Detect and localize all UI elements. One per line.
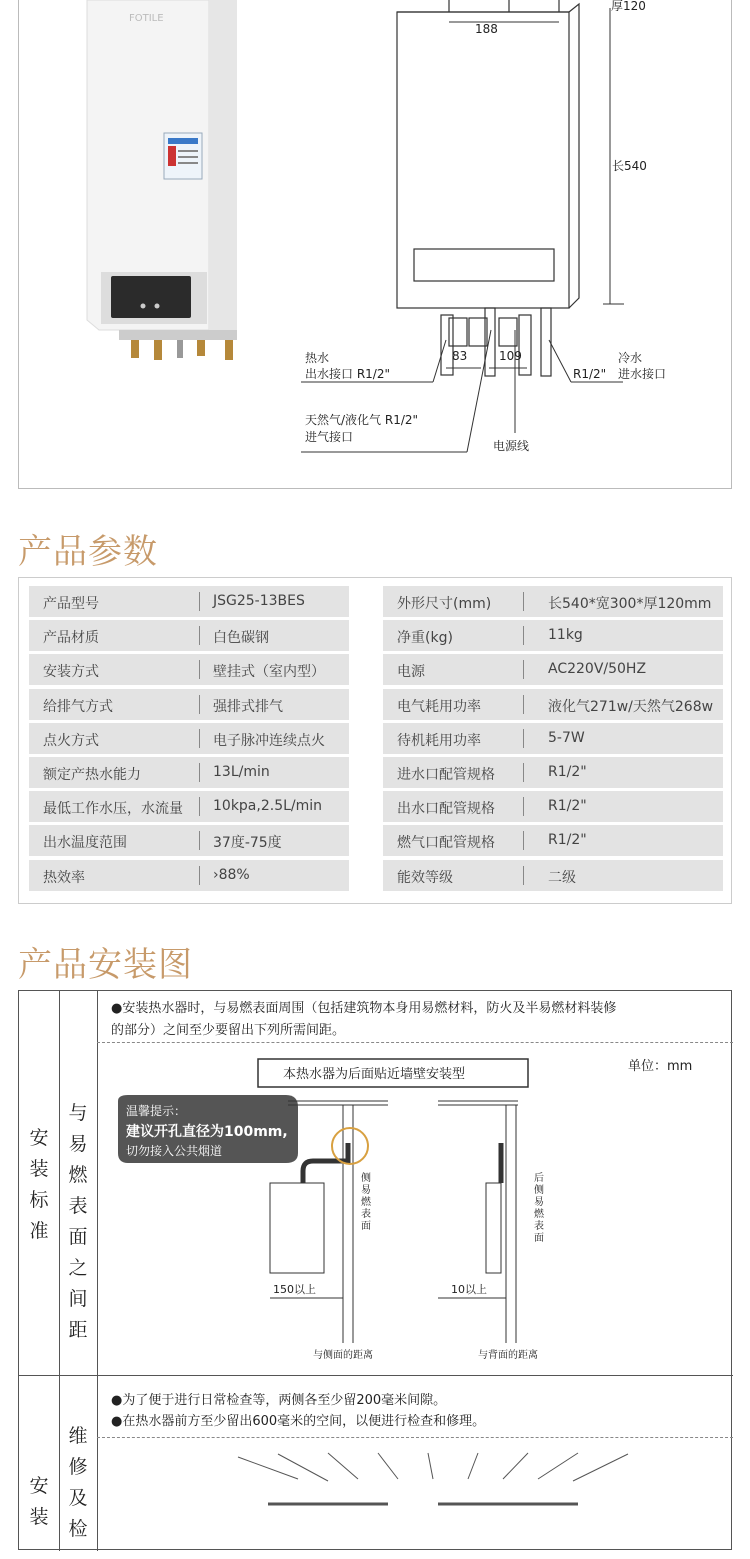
vertical-char: 间 [68, 1288, 88, 1310]
row-divider [199, 695, 200, 714]
vertical-char: 装 [29, 1506, 49, 1528]
param-right-value: R1/2" [548, 798, 587, 815]
dim-right-spacing: 109 [499, 349, 522, 363]
param-right-value: 11kg [548, 627, 583, 644]
gas-port: 进气接口 [305, 430, 354, 444]
side-caption: 与侧面的距离 [313, 1350, 373, 1361]
row-divider [523, 797, 524, 816]
row-divider [523, 660, 524, 679]
maintenance-label [59, 1421, 97, 1545]
row-divider [523, 729, 524, 748]
param-left-value: JSG25-13BES [213, 593, 305, 609]
param-right-row [383, 620, 723, 651]
param-left-value: 10kpa,2.5L/min [213, 798, 323, 815]
section-title-params: 产品参数 [18, 532, 158, 572]
tip-title: 温馨提示： [126, 1104, 187, 1118]
param-right-row [383, 757, 723, 788]
param-left-row [29, 723, 349, 754]
param-left-row [29, 689, 349, 720]
param-right-value: R1/2" [548, 764, 587, 780]
param-right-key: 出水口配管规格 [397, 801, 495, 818]
param-left-value: 强排式排气 [213, 698, 283, 715]
back-gap: 10以上 [451, 1283, 487, 1296]
param-left-row [29, 620, 349, 651]
param-right-key: 待机耗用功率 [397, 732, 481, 749]
param-left-key: 给排气方式 [43, 698, 113, 715]
row-divider [523, 626, 524, 645]
row-divider [199, 763, 200, 782]
dim-depth: 厚120 [611, 0, 646, 13]
cold-water-port: 进水接口 [618, 367, 667, 381]
param-right-row [383, 825, 723, 856]
param-left-row [29, 860, 349, 891]
vertical-char: 之 [68, 1257, 88, 1279]
side-surface-v3: 燃 [361, 1197, 371, 1208]
side-surface-v2: 易 [361, 1185, 371, 1196]
hot-water-port: 出水接口 R1/2" [305, 367, 390, 381]
note-maintenance-line1: ●为了便于进行日常检查等，两侧各至少留200毫米间隙。 [111, 1393, 447, 1408]
param-right-row [383, 654, 723, 685]
param-right-row [383, 860, 723, 891]
back-surface-v2: 侧 [534, 1185, 544, 1196]
back-caption: 与背面的距离 [478, 1350, 538, 1361]
param-right-row [383, 723, 723, 754]
param-right-value: 二级 [548, 869, 576, 886]
note-maintenance-line2: ●在热水器前方至少留出600毫米的空间，以便进行检查和修理。 [111, 1414, 486, 1429]
param-right-key: 外形尺寸(mm) [397, 596, 492, 612]
heater-line-drawing [397, 0, 579, 376]
param-left-value: 白色碳钢 [213, 630, 269, 647]
param-left-key: 点火方式 [43, 732, 99, 749]
heater-photo [87, 0, 237, 360]
install-diagram [98, 1043, 734, 1375]
param-left-row [29, 654, 349, 685]
back-surface-v5: 表 [534, 1221, 544, 1232]
back-surface-v4: 燃 [534, 1209, 544, 1220]
vertical-char: 准 [29, 1220, 49, 1242]
box-title: 本热水器为后面贴近墙壁安装型 [283, 1067, 466, 1082]
install-table [18, 990, 732, 1550]
param-left-value: ›88% [213, 866, 250, 883]
install-standard-label [19, 1123, 59, 1247]
vertical-char: 检 [68, 1518, 88, 1540]
row-divider [523, 592, 524, 611]
vertical-char: 及 [68, 1487, 88, 1509]
row-divider [199, 866, 200, 885]
row-divider [523, 763, 524, 782]
param-right-value: 长540*宽300*厚120mm [548, 596, 712, 612]
param-right-value: R1/2" [548, 832, 587, 849]
back-install-drawing [438, 1101, 518, 1343]
flammable-distance-label [59, 1098, 97, 1346]
vertical-char: 与 [68, 1102, 88, 1124]
param-right-value: 5-7W [548, 729, 585, 746]
note-clearance-line1: ●安装热水器时，与易燃表面周围（包括建筑物本身用易燃材料，防火及半易燃材料装修 [111, 1001, 617, 1016]
row-divider [199, 797, 200, 816]
vertical-char: 易 [68, 1133, 88, 1155]
param-left-value: 电子脉冲连续点火 [213, 732, 325, 749]
param-left-key: 热效率 [43, 869, 85, 886]
param-right-key: 进水口配管规格 [397, 767, 495, 783]
param-right-key: 能效等级 [397, 869, 453, 886]
param-left-value: 37度-75度 [213, 835, 282, 852]
row-divider [199, 729, 200, 748]
param-left-row [29, 757, 349, 788]
back-surface-v3: 易 [534, 1197, 544, 1208]
param-left-key: 最低工作水压，水流量 [43, 801, 183, 818]
row-divider [199, 626, 200, 645]
side-surface-v1: 侧 [361, 1173, 371, 1184]
dim-height: 长540 [612, 159, 647, 173]
vertical-char: 燃 [68, 1164, 88, 1186]
side-surface-v5: 面 [361, 1221, 371, 1232]
gas-label: 天然气/液化气 R1/2" [305, 413, 419, 427]
param-right-value: AC220V/50HZ [548, 661, 647, 678]
vertical-char: 修 [68, 1456, 88, 1478]
params-table [18, 577, 732, 904]
install-standard-label-2 [19, 1471, 59, 1533]
tip-line1: 建议开孔直径为100mm, [126, 1124, 288, 1140]
vertical-char: 安 [29, 1127, 49, 1149]
param-left-value: 壁挂式（室内型） [213, 664, 325, 681]
row-divider [523, 695, 524, 714]
vertical-char: 安 [29, 1475, 49, 1497]
param-left-row [29, 825, 349, 856]
dimension-drawing-panel [18, 0, 732, 489]
vertical-char: 标 [29, 1189, 49, 1211]
row-divider [523, 866, 524, 885]
side-surface-v4: 表 [361, 1209, 371, 1220]
param-left-key: 出水温度范围 [43, 835, 127, 852]
param-left-key: 产品材质 [43, 630, 99, 647]
tip-line2: 切勿接入公共烟道 [126, 1144, 223, 1158]
param-right-value: 液化气271w/天然气268w [548, 698, 714, 715]
param-left-value: 13L/min [213, 764, 270, 780]
param-left-row [29, 586, 349, 617]
dim-left-spacing: 83 [452, 349, 468, 363]
brand-logo: FOTILE [129, 13, 164, 24]
param-right-key: 净重(kg) [397, 630, 453, 647]
row-divider [199, 660, 200, 679]
side-gap: 150以上 [273, 1283, 316, 1296]
param-right-row [383, 791, 723, 822]
param-left-key: 产品型号 [43, 596, 99, 612]
vertical-char: 距 [68, 1319, 88, 1341]
note-clearance-line2: 的部分）之间至少要留出下列所需间距。 [111, 1023, 346, 1038]
maintenance-diagram [98, 1439, 734, 1559]
back-surface-v1: 后 [534, 1173, 544, 1184]
dim-width: 188 [475, 22, 498, 36]
row-divider [199, 831, 200, 850]
param-right-key: 电源 [397, 664, 425, 681]
vertical-char: 维 [68, 1425, 88, 1447]
param-right-row [383, 586, 723, 617]
param-left-row [29, 791, 349, 822]
back-surface-v6: 面 [534, 1233, 544, 1244]
param-left-key: 安装方式 [43, 664, 99, 681]
param-right-row [383, 689, 723, 720]
row-divider [199, 592, 200, 611]
cold-water-port-size: R1/2" [573, 367, 607, 381]
dimension-drawing [19, 0, 732, 489]
row-divider [523, 831, 524, 850]
param-left-key: 额定产热水能力 [43, 767, 141, 783]
param-right-key: 电气耗用功率 [397, 698, 481, 715]
section-title-install: 产品安装图 [18, 945, 193, 985]
vertical-char: 表 [68, 1195, 88, 1217]
hot-water-label: 热水 [305, 351, 330, 365]
power-cable-label: 电源线 [493, 439, 530, 453]
vertical-char: 面 [68, 1226, 88, 1248]
dimension-lines [301, 8, 624, 452]
param-right-key: 燃气口配管规格 [397, 835, 495, 852]
vertical-char: 装 [29, 1158, 49, 1180]
unit-label: 单位：mm [628, 1059, 693, 1074]
cold-water-label: 冷水 [618, 351, 643, 365]
